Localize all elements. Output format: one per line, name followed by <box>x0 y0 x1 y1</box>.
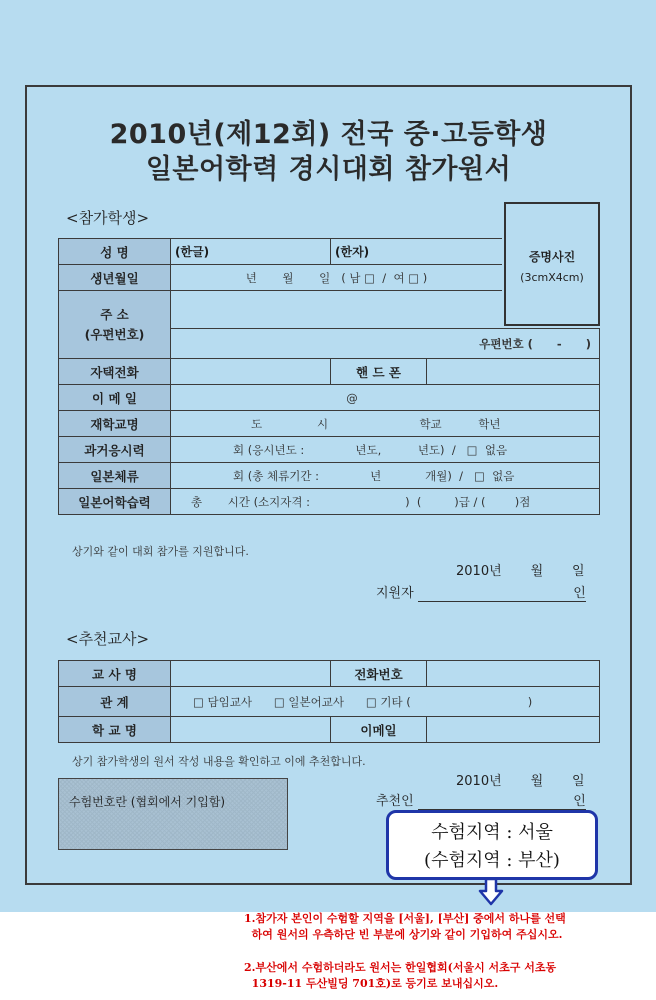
home-phone-field[interactable] <box>171 359 331 385</box>
recommender-label: 추천인 <box>376 794 414 809</box>
mobile-label: 핸 드 폰 <box>331 359 427 385</box>
recommender-signature <box>376 790 586 810</box>
japanese-study-field[interactable]: 총 시간 (소지자격 : ) ( )급 / ( )점 <box>171 489 600 515</box>
exam-region-line2: (수험지역 : 부산) <box>424 850 560 871</box>
postal-code-field[interactable]: 우편번호 ( - ) <box>171 329 600 359</box>
japan-stay-field[interactable]: 회 (총 체류기간 : 년 개월) / □ 없음 <box>171 463 600 489</box>
name-hanja-field[interactable]: (한자) <box>331 239 503 265</box>
japanese-study-label: 일본어학습력 <box>59 489 171 515</box>
address-label-sub: (우편번호) <box>84 326 145 342</box>
photo-size: (3cmX4cm) <box>520 271 584 284</box>
arrow-down-icon <box>478 878 504 906</box>
relation-label: 관 계 <box>59 687 171 717</box>
teacher-table <box>58 660 600 743</box>
name-label: 성 명 <box>59 239 171 265</box>
email-label: 이 메 일 <box>59 385 171 411</box>
teacher-phone-field[interactable] <box>427 661 600 687</box>
teacher-email-label: 이메일 <box>331 717 427 743</box>
address-label <box>59 291 171 359</box>
name-hangul-field[interactable]: (한글) <box>171 239 331 265</box>
student-section-title: <참가학생> <box>66 209 150 227</box>
past-exam-field[interactable]: 회 (응시년도 : 년도, 년도) / □ 없음 <box>171 437 600 463</box>
teacher-phone-label: 전화번호 <box>331 661 427 687</box>
apply-date: 2010년 월 일 <box>456 564 585 579</box>
instruction-2a: 2.부산에서 수험하더라도 원서는 한일협회(서울시 서초구 서초동 <box>244 961 557 974</box>
exam-region-line1: 수험지역 : 서울 <box>431 822 553 843</box>
relation-field[interactable]: □ 담임교사 □ 일본어교사 □ 기타 ( ) <box>171 687 600 717</box>
birth-label: 생년월일 <box>59 265 171 291</box>
form-title-line1: 2010년(제12회) 전국 중·고등학생 <box>109 119 548 150</box>
student-table-top <box>58 238 502 291</box>
teacher-email-field[interactable] <box>427 717 600 743</box>
apply-note: 상기와 같이 대회 참가를 지원합니다. <box>72 545 249 558</box>
applicant-seal[interactable]: 인 <box>418 582 586 602</box>
recommender-seal[interactable]: 인 <box>418 790 586 810</box>
teacher-name-field[interactable] <box>171 661 331 687</box>
past-exam-label: 과거응시력 <box>59 437 171 463</box>
school-label: 재학교명 <box>59 411 171 437</box>
address-field[interactable] <box>171 291 600 329</box>
mobile-field[interactable] <box>427 359 600 385</box>
recommend-note: 상기 참가학생의 원서 작성 내용을 확인하고 이에 추천합니다. <box>72 755 366 768</box>
student-table <box>58 290 600 515</box>
japan-stay-label: 일본체류 <box>59 463 171 489</box>
teacher-school-label: 학 교 명 <box>59 717 171 743</box>
home-phone-label: 자택전화 <box>59 359 171 385</box>
address-label-main: 주 소 <box>100 306 129 322</box>
exam-number-box <box>58 778 288 850</box>
teacher-section-title: <추천교사> <box>66 630 150 648</box>
applicant-signature <box>376 582 586 602</box>
birth-field[interactable]: 년 월 일 ( 남 □ / 여 □ ) <box>171 265 503 291</box>
photo-label: 증명사진 <box>528 250 576 264</box>
instruction-2b: 1319-11 두산빌딩 701호)로 등기로 보내십시오. <box>244 977 499 990</box>
email-field[interactable]: @ <box>171 385 600 411</box>
teacher-name-label: 교 사 명 <box>59 661 171 687</box>
instruction-1b: 하여 원서의 우측하단 빈 부분에 상기와 같이 기입하여 주십시오. <box>244 928 563 941</box>
school-field[interactable]: 도 시 학교 학년 <box>171 411 600 437</box>
teacher-school-field[interactable] <box>171 717 331 743</box>
exam-region-box[interactable] <box>386 810 598 880</box>
applicant-label: 지원자 <box>376 586 414 601</box>
instruction-1a: 1.참가자 본인이 수험할 지역을 [서울], [부산] 중에서 하나를 선택 <box>244 912 566 925</box>
exam-number-label: 수험번호란 (협회에서 기입함) <box>69 795 226 809</box>
recommend-date: 2010년 월 일 <box>456 774 585 789</box>
form-title-line2: 일본어학력 경시대회 참가원서 <box>145 154 512 185</box>
